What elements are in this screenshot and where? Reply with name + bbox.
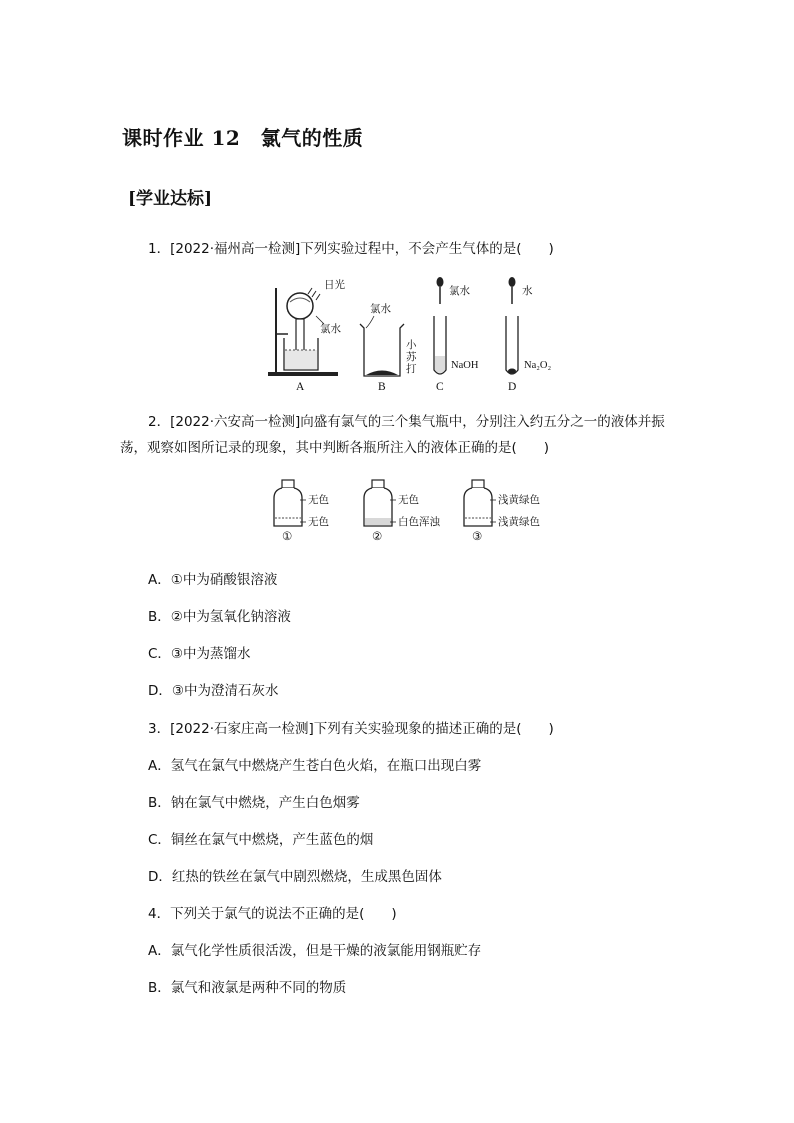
caption-b: B (378, 381, 386, 393)
bottle-1-neck (282, 480, 294, 488)
na2o2-solid (508, 369, 516, 374)
bottle-2-liquid-color: 白色浑浊 (398, 517, 440, 528)
bottle-3-liquid-color: 浅黄绿色 (498, 517, 540, 528)
q3-option-c: C．铜丝在氯气中燃烧，产生蓝色的烟 (148, 832, 374, 848)
q4-option-b: B．氯气和液氯是两种不同的物质 (148, 980, 347, 996)
dropper-bulb-c (437, 277, 444, 287)
test-tube-c-liquid (435, 356, 445, 373)
question-2-stem-line-1: 2．[2022·六安高一检测]向盛有氯气的三个集气瓶中，分别注入约五分之一的液体并振 (148, 414, 665, 430)
label-chlorine-water-c: 氯水 (449, 286, 470, 297)
caption-a: A (296, 381, 305, 393)
question-1-stem: 1．[2022·福州高一检测]下列实验过程中，不会产生气体的是( ) (148, 241, 554, 257)
q1-apparatus-figure (262, 272, 562, 396)
bottle-3-body (464, 488, 492, 526)
q2-option-c: C．③中为蒸馏水 (148, 646, 251, 662)
round-flask (287, 293, 313, 319)
bottle-2-gas-color: 无色 (398, 495, 419, 506)
bottle-1-body (274, 488, 302, 526)
dropper-bulb-d (509, 277, 516, 287)
gas-bottle-1 (274, 480, 329, 543)
beaker-a-liquid (285, 350, 317, 369)
label-baking-soda-3: 打 (406, 364, 417, 375)
question-2-stem-line-2: 荡，观察如图所记录的现象，其中判断各瓶所注入的液体正确的是( ) (120, 440, 550, 456)
bottle-2-neck (372, 480, 384, 488)
apparatus-b (360, 302, 417, 393)
q3-option-b: B．钠在氯气中燃烧，产生白色烟雾 (148, 795, 360, 811)
page-title: 课时作业 12 氯气的性质 (122, 126, 364, 150)
beaker-b (360, 324, 404, 376)
apparatus-c (434, 277, 479, 393)
baking-soda-pile (366, 371, 398, 376)
label-chlorine-water-a: 氯水 (320, 324, 341, 335)
bottle-1-liquid-color: 无色 (308, 517, 329, 528)
caption-d: D (508, 381, 517, 393)
stand-base (268, 372, 338, 376)
question-4-stem: 4．下列关于氯气的说法不正确的是( ) (148, 906, 397, 922)
bottle-2-turbid-liquid (365, 518, 391, 525)
question-3-stem: 3．[2022·石家庄高一检测]下列有关实验现象的描述正确的是( ) (148, 721, 554, 737)
label-naoh: NaOH (451, 360, 479, 371)
bottle-3-neck (472, 480, 484, 488)
sunlight-ray-1 (308, 288, 312, 294)
label-na2o2: Na₂O₂ (524, 360, 552, 371)
q2-option-a: A．①中为硝酸银溶液 (148, 572, 278, 588)
label-water-d: 水 (522, 286, 533, 297)
section-heading: [学业达标] (128, 189, 213, 209)
sunlight-ray-2 (312, 291, 316, 297)
sunlight-ray-3 (316, 294, 320, 300)
bottle-3-number: ③ (472, 531, 483, 543)
label-baking-soda-2: 苏 (406, 352, 417, 363)
caption-c: C (436, 381, 444, 393)
q2-option-b: B．②中为氢氧化钠溶液 (148, 609, 291, 625)
label-baking-soda-1: 小 (406, 340, 417, 351)
q4-option-a: A．氯气化学性质很活泼，但是干燥的液氯能用钢瓶贮存 (148, 943, 482, 959)
gas-bottle-2 (364, 480, 440, 543)
leader-b (366, 316, 374, 328)
gas-bottle-3 (464, 480, 540, 543)
bottle-1-number: ① (282, 531, 293, 543)
bottle-3-gas-color: 浅黄绿色 (498, 495, 540, 506)
q2-option-d: D．③中为澄清石灰水 (148, 683, 279, 699)
test-tube-d (506, 316, 518, 374)
bottle-1-gas-color: 无色 (308, 495, 329, 506)
label-chlorine-water-b: 氯水 (370, 304, 391, 315)
apparatus-d (506, 277, 551, 393)
q3-option-d: D．红热的铁丝在氯气中剧烈燃烧，生成黑色固体 (148, 869, 442, 885)
apparatus-a (268, 278, 345, 393)
q3-option-a: A．氢气在氯气中燃烧产生苍白色火焰，在瓶口出现白雾 (148, 758, 482, 774)
label-sunlight: 日光 (324, 280, 345, 291)
bottle-2-number: ② (372, 531, 383, 543)
leader-a (316, 316, 324, 324)
q2-gas-bottles-figure (268, 478, 558, 544)
